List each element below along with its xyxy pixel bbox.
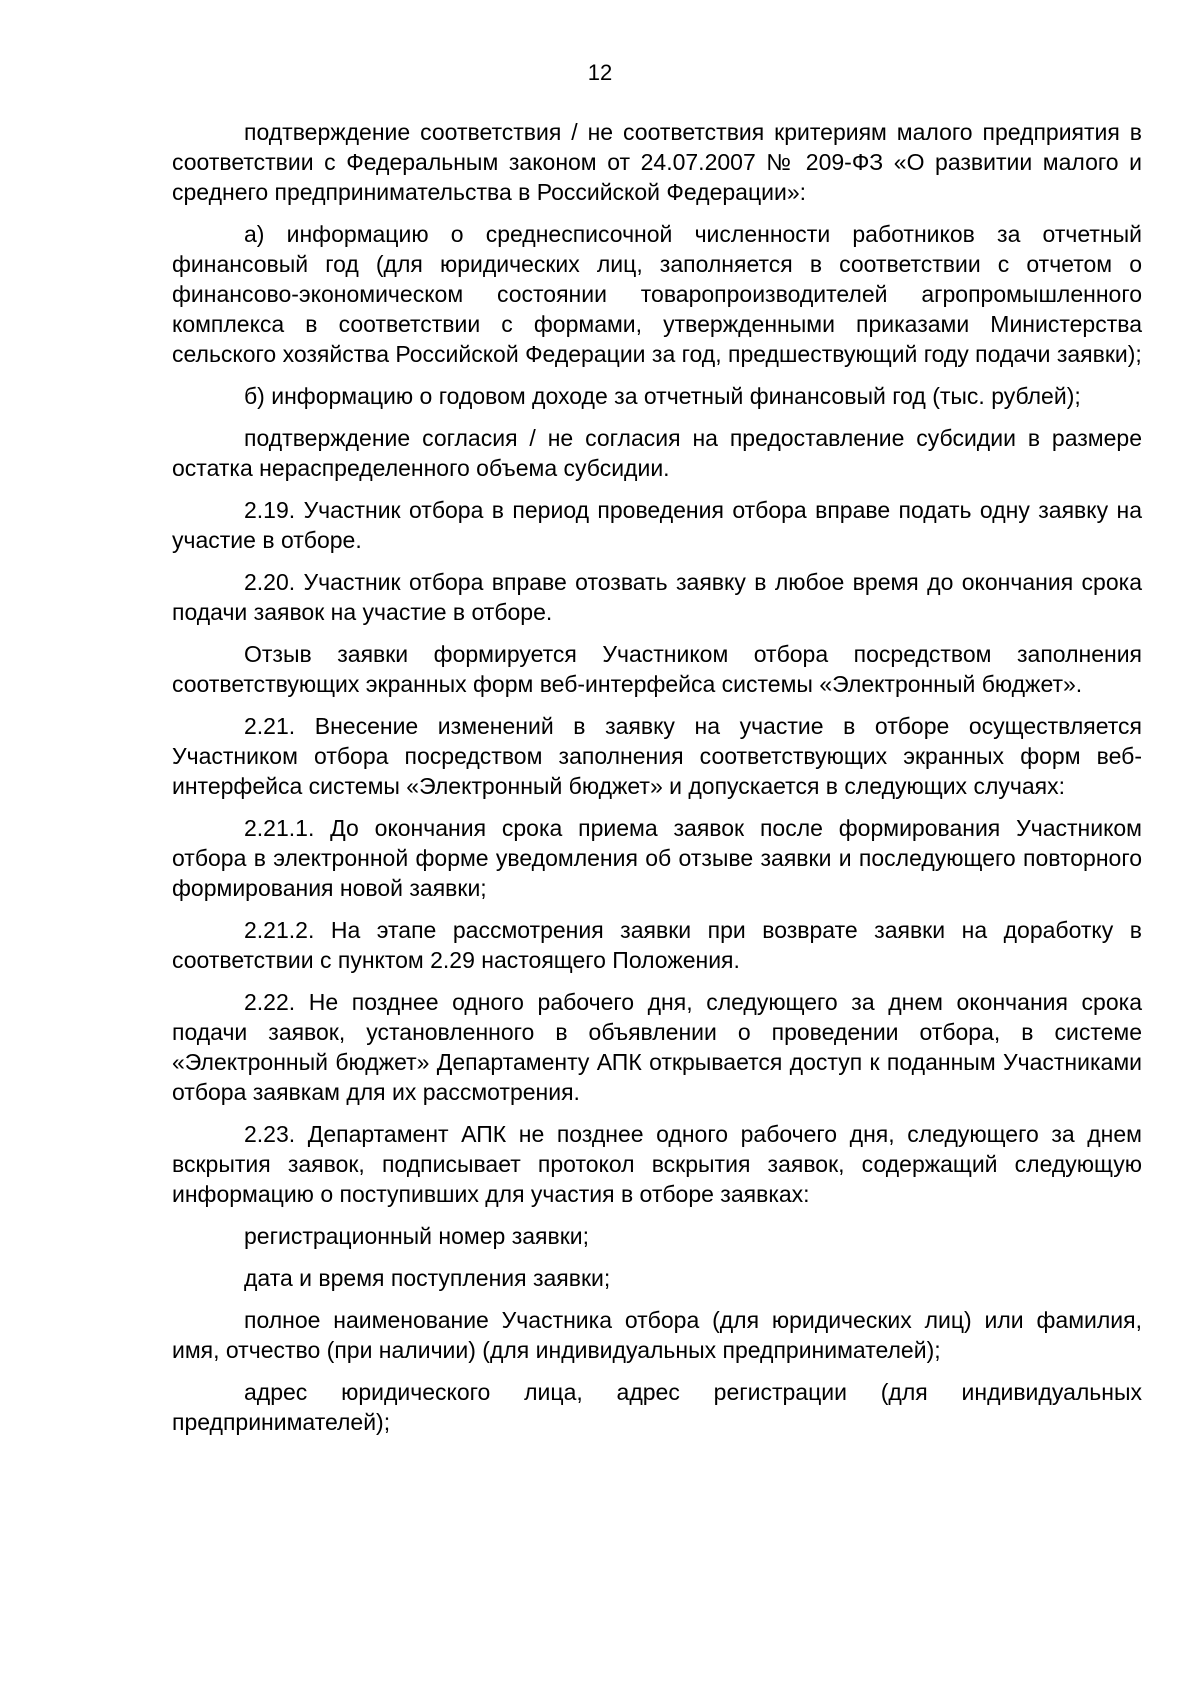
paragraph-remaining-subsidy-consent: подтверждение согласия / не согласия на предоставление субсидии в размере остатка нераспределенного объема субсидии. [172, 425, 1142, 481]
list-item-submission-datetime: дата и время поступления заявки; [244, 1265, 611, 1291]
page-number: 12 [587, 60, 613, 85]
paragraph-annual-income: б) информацию о годовом доходе за отчетный финансовый год (тыс. рублей); [244, 383, 1081, 409]
document-body [172, 117, 1142, 1449]
paragraph-2-21-1: 2.21.1. До окончания срока приема заявок после формирования Участником отбора в электронной форме уведомления об отзыве заявки и последующего повторного формирования новой заявки; [172, 815, 1142, 901]
paragraph-2-22: 2.22. Не позднее одного рабочего дня, следующего за днем окончания срока подачи заявок, установленного в объявлении о проведении отбора, в системе «Электронный бюджет» Департаменту АПК открывается доступ к поданным Участниками отбора заявкам для их рассмотрения. [172, 989, 1142, 1105]
paragraph-2-19: 2.19. Участник отбора в период проведения отбора вправе подать одну заявку на участие в отборе. [172, 497, 1142, 553]
paragraph-2-23: 2.23. Департамент АПК не позднее одного рабочего дня, следующего за днем вскрытия заявок, подписывает протокол вскрытия заявок, содержащий следующую информацию о поступивших для участия в отборе заявках: [172, 1121, 1142, 1207]
paragraph-withdrawal: Отзыв заявки формируется Участником отбора посредством заполнения соответствующих экранных форм веб-интерфейса системы «Электронный бюджет». [172, 641, 1142, 697]
paragraph-2-21-2: 2.21.2. На этапе рассмотрения заявки при возврате заявки на доработку в соответствии с пунктом 2.29 настоящего Положения. [172, 917, 1142, 973]
paragraph-2-20: 2.20. Участник отбора вправе отозвать заявку в любое время до окончания срока подачи заявок на участие в отборе. [172, 569, 1142, 625]
paragraph-sme-criteria-confirmation: подтверждение соответствия / не соответствия критериям малого предприятия в соответствии с Федеральным законом от 24.07.2007 № 209-ФЗ «О развитии малого и среднего предпринимательства в Российской Федерации»: [172, 119, 1142, 205]
paragraph-2-21: 2.21. Внесение изменений в заявку на участие в отборе осуществляется Участником отбора посредством заполнения соответствующих экранных форм веб-интерфейса системы «Электронный бюджет» и допускается в следующих случаях: [172, 713, 1142, 799]
paragraph-average-headcount: а) информацию о среднесписочной численности работников за отчетный финансовый год (для юридических лиц, заполняется в соответствии с отчетом о финансово-экономическом состоянии товаропроизводителей агропромышленного комплекса в соответствии с формами, утвержденными приказами Министерства сельского хозяйства Российской Федерации за год, предшествующий году подачи заявки); [172, 221, 1142, 367]
list-item-full-name: полное наименование Участника отбора (для юридических лиц) или фамилия, имя, отчество (при наличии) (для индивидуальных предпринимателей); [172, 1307, 1142, 1363]
list-item-registration-number: регистрационный номер заявки; [244, 1223, 590, 1249]
list-item-address: адрес юридического лица, адрес регистрации (для индивидуальных предпринимателей); [172, 1379, 1142, 1435]
